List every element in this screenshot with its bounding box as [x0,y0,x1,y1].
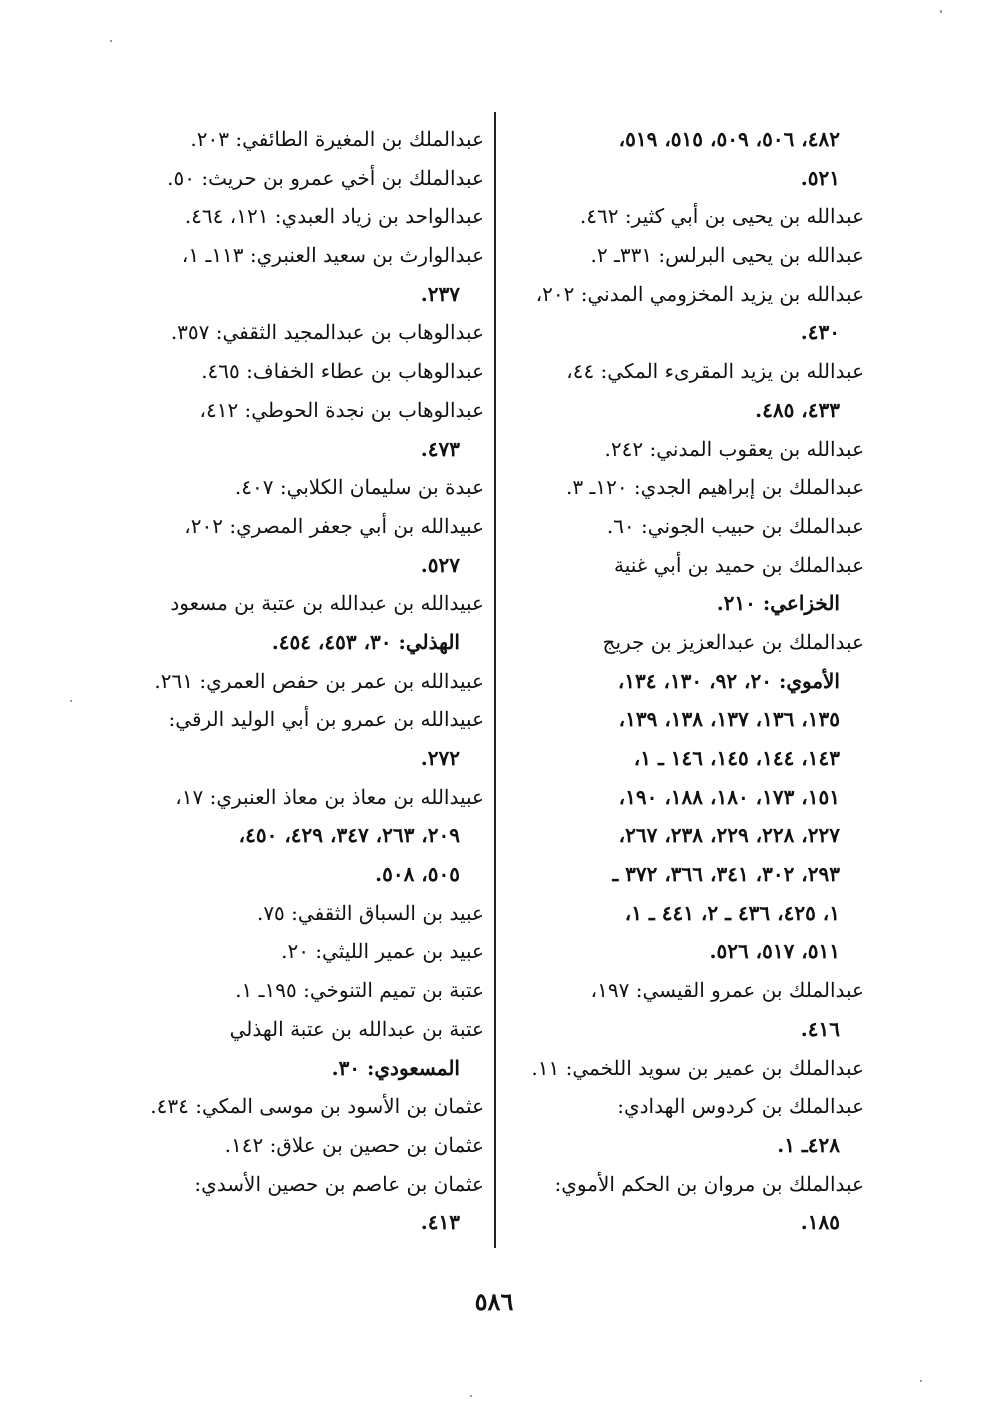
index-line: ٤٣٣، ٤٨٥. [755,397,840,422]
index-line: عبدالله بن يعقوب المدني: ٢٤٢. [604,436,864,461]
index-line: عتبة بن تميم التنوخي: ١٩٥ـ ١. [235,978,484,1003]
index-column-left [112,120,484,1242]
index-line: ٥٢١. [800,165,840,190]
index-line: عبدالله بن يزيد المخزومي المدني: ٢٠٢، [535,281,864,306]
index-line: عبيدالله بن عمرو بن أبي الوليد الرقي: [168,707,484,732]
index-line: عبدالملك بن عمير بن سويد اللخمي: ١١. [531,1055,864,1080]
index-line: عبيدالله بن معاذ بن معاذ العنبري: ١٧، [175,784,484,809]
index-line: عبيد بن عمير الليثي: ٢٠. [281,939,484,964]
page-number: ٥٨٦ [474,1287,514,1316]
index-line: الأموي: ٢٠، ٩٢، ١٣٠، ١٣٤، [617,668,840,693]
index-line: عبدالله بن يزيد المقرىء المكي: ٤٤، [566,359,864,384]
index-line: عثمان بن الأسود بن موسى المكي: ٤٣٤. [150,1094,484,1119]
column-divider [494,112,496,1248]
index-line: ٤١٦. [800,1016,840,1041]
index-column-right [492,120,864,1242]
index-line: ٥٢٧. [420,552,460,577]
index-line: عبدالله بن يحيى بن أبي كثير: ٤٦٢. [579,204,864,229]
index-line: ٤٣٠. [800,320,840,345]
scan-speck [470,1395,472,1397]
index-line: ٤١٣. [420,1210,460,1235]
index-line: عبدالله بن يحيى البرلس: ٣٣١ـ ٢. [590,243,864,268]
index-line: الهذلي: ٣٠، ٤٥٣، ٤٥٤. [271,629,460,654]
index-line: ١، ٤٢٥، ٤٣٦ ـ ٢، ٤٤١ ـ ١، [624,900,840,925]
index-line: ٤٢٨ـ ١. [777,1132,840,1157]
scan-speck [110,40,112,42]
index-line: عثمان بن عاصم بن حصين الأسدي: [194,1171,484,1196]
scan-speck [940,10,942,13]
index-line: عبيدالله بن أبي جعفر المصري: ٢٠٢، [184,513,484,538]
index-line: عبدالواحد بن زياد العبدي: ١٢١، ٤٦٤. [184,204,484,229]
index-line: ٤٧٣. [420,436,460,461]
index-line: عبدالملك بن حبيب الجوني: ٦٠. [606,513,864,538]
index-line: ٢٧٢. [420,746,460,770]
scan-speck [920,1380,922,1382]
index-line: ٥١١، ٥١٧، ٥٢٦. [709,939,840,964]
index-line: عبدالملك بن أخي عمرو بن حريث: ٥٠. [167,165,484,190]
index-line: المسعودي: ٣٠. [331,1055,460,1080]
index-line: عثمان بن حصين بن علاق: ١٤٢. [224,1132,484,1157]
index-line: ١٨٥. [800,1210,840,1235]
index-line: ٥٠٥، ٥٠٨. [375,862,460,887]
index-line: عبدالملك بن حميد بن أبي غنية [613,552,864,577]
index-line: ١٣٥، ١٣٦، ١٣٧، ١٣٨، ١٣٩، [618,707,840,732]
index-line: ٢٩٣، ٣٠٢، ٣٤١، ٣٦٦، ٣٧٢ ـ [612,862,840,887]
index-line: الخزاعي: ٢١٠. [716,591,840,616]
index-line: عبدالملك بن عبدالعزيز بن جريج [602,629,864,654]
index-line: عبدالملك بن المغيرة الطائفي: ٢٠٣. [190,127,484,151]
index-line: ٢٣٧. [420,281,460,306]
index-line: ٢٢٧، ٢٢٨، ٢٢٩، ٢٣٨، ٢٦٧، [618,823,840,848]
index-line: عبدالوارث بن سعيد العنبري: ١١٣ـ ١، [181,243,484,268]
index-line: ٢٠٩، ٢٦٣، ٣٤٧، ٤٢٩، ٤٥٠، [238,823,460,848]
index-line: ١٤٣، ١٤٤، ١٤٥، ١٤٦ ـ ١، [633,746,840,770]
index-line: عبدالوهاب بن عبدالمجيد الثقفي: ٣٥٧. [170,320,484,345]
index-line: عبدالوهاب بن عطاء الخفاف: ٤٦٥. [201,359,484,384]
index-line: عبدالملك بن إبراهيم الجدي: ١٢٠ـ ٣. [566,475,864,500]
index-line: عبيدالله بن عمر بن حفص العمري: ٢٦١. [154,668,484,693]
index-line: ١٥١، ١٧٣، ١٨٠، ١٨٨، ١٩٠، [618,784,840,809]
index-line: عبدالملك بن عمرو القيسي: ١٩٧، [590,978,864,1003]
scan-speck [70,700,72,702]
index-line: ٤٨٢، ٥٠٦، ٥٠٩، ٥١٥، ٥١٩، [618,127,840,151]
index-line: عبدة بن سليمان الكلابي: ٤٠٧. [234,475,484,500]
index-line: عبدالملك بن كردوس الهدادي: [617,1094,864,1119]
index-line: عبيدالله بن عبدالله بن عتبة بن مسعود [170,591,484,616]
index-line: عبدالوهاب بن نجدة الحوطي: ٤١٢، [199,397,484,422]
index-line: عتبة بن عبدالله بن عتبة الهذلي [229,1016,484,1041]
index-line: عبيد بن السباق الثقفي: ٧٥. [256,900,484,925]
index-line: عبدالملك بن مروان بن الحكم الأموي: [554,1171,864,1196]
